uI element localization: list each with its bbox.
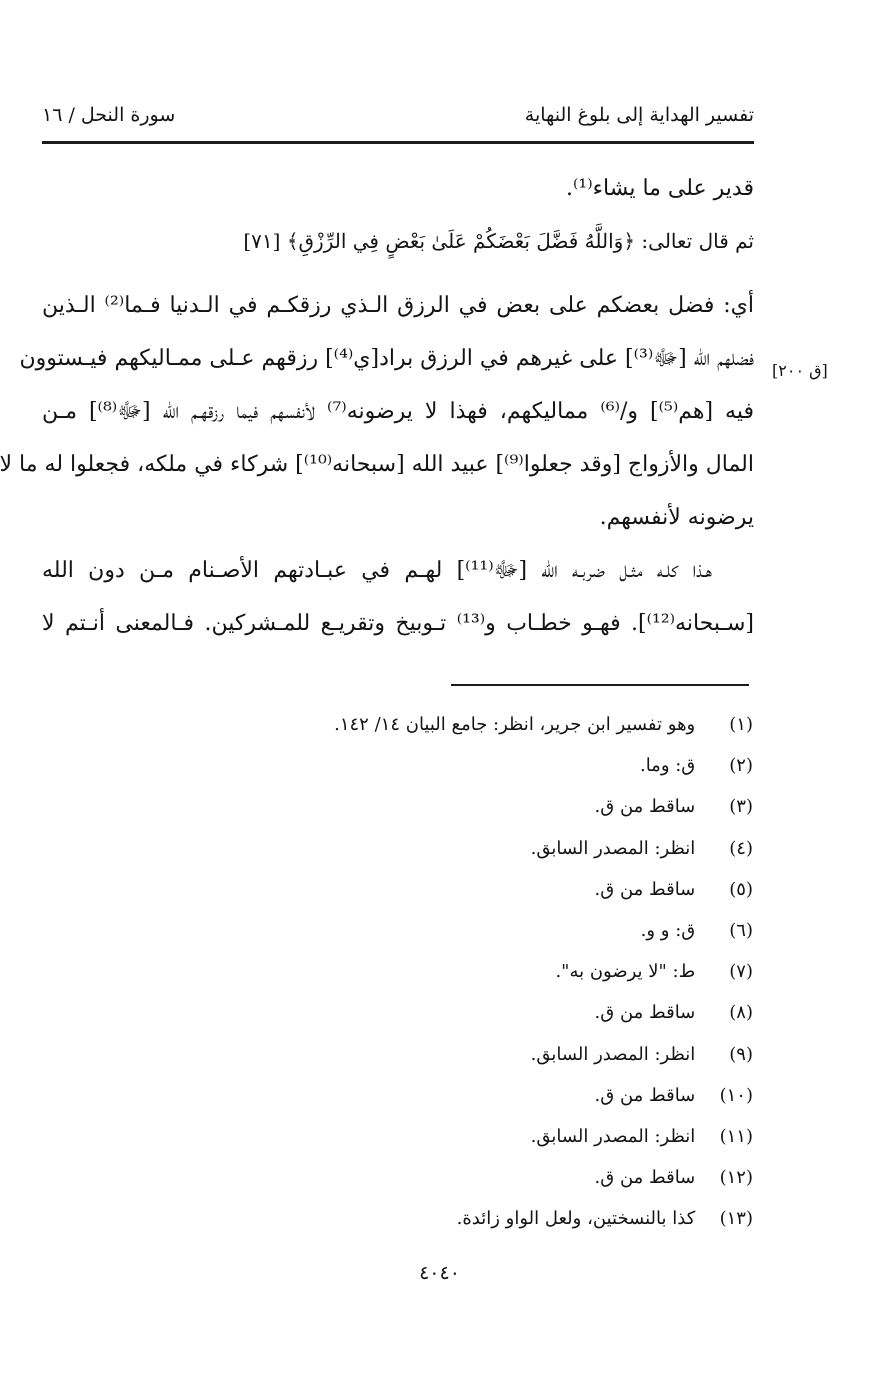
footnote [200,1034,753,1075]
footnote-text: انظر: المصدر السابق. [530,1043,696,1065]
ayah-line: ثم قال تعالى: ﴿وَاللَّهُ فَضَّلَ بَعْضَكُمْ عَلَىٰ بَعْضٍ فِي الرِّزْقِ﴾ [٧١] [243,229,754,253]
text-line: يرضونه لأنفسهم. [599,505,754,530]
footnote-text: ساقط من ق. [594,1084,696,1106]
footnote-number: (٨) [729,1002,753,1024]
text-line: المال والأزواج [وقد جعلوا⁽⁹⁾] عبيد الله [سبحانه⁽¹⁰⁾] شركاء في ملكه، فجعلوا له ما لا [0,452,754,477]
manuscript-folio-note: [ق ٢٠٠] [772,361,828,380]
text-line: أي: فضل بعضكم على بعض في الرزق الـذي رزقكـم في الـدنيا فـما⁽²⁾ الـذين [42,293,754,318]
footnote [200,910,753,951]
footnote-text: كذا بالنسختين، ولعل الواو زائدة. [456,1208,696,1230]
running-header [42,98,754,134]
footnote [200,869,753,910]
footnote [200,1157,753,1198]
footnote [200,704,753,745]
footnote-text: ق: و و. [640,919,696,941]
footnote [200,992,753,1033]
footnotes [200,704,753,1239]
footnote [200,951,753,992]
footnote-text: انظر: المصدر السابق. [530,837,696,859]
surah-label: سورة النحل / ١٦ [42,104,176,126]
footnote [200,786,753,827]
footnote [200,1075,753,1116]
footnote-number: (١٢) [719,1167,753,1189]
footnote-number: (١١) [719,1125,753,1147]
footnote [200,1198,753,1239]
text-line: فيه [هم⁽⁵⁾] و/⁽⁶⁾ مماليكهم، فهذا لا يرضونه⁽⁷⁾ لأنفسهم فيما رزقهـم الله [ﷻ⁽⁸⁾] مـن [42,399,754,424]
footnote-number: (٢) [729,755,753,777]
footnote-text: وهو تفسير ابن جرير، انظر: جامع البيان ١٤/ ١٤٢. [334,714,696,735]
footnote [200,828,753,869]
footnote-text: ساقط من ق. [594,878,696,900]
footnote-separator [451,684,749,686]
footnote-number: (٣) [729,796,753,818]
footnote-text: ساقط من ق. [594,1167,696,1189]
footnote-number: (٥) [729,878,753,900]
text-line: فضلهم الله [ﷻ⁽³⁾] على غيرهم في الرزق براد[ي⁽⁴⁾] رزقهم عـلى ممـاليكهم فيـستوون [19,346,754,371]
footnote-number: (١) [729,714,753,735]
page-number: ٤٠٤٠ [419,1262,460,1284]
footnote [200,1116,753,1157]
text-line: قدير على ما يشاء⁽¹⁾. [566,176,754,201]
text-line: هـذا كلـه مثـل ضربـه الله [ﷻ⁽¹¹⁾] لهـم في عبـادتهم الأصـنام مـن دون الله [42,558,712,583]
footnote-text: ساقط من ق. [594,1002,696,1024]
book-title: تفسير الهداية إلى بلوغ النهاية [524,104,754,126]
footnote-number: (٧) [729,961,753,983]
footnote-number: (٩) [729,1043,753,1065]
header-rule [42,141,754,144]
main-text [0,162,754,650]
footnote [200,745,753,786]
footnote-number: (٦) [729,919,753,941]
footnote-text: ط: "لا يرضون به". [555,961,696,983]
text-line: [سـبحانه⁽¹²⁾]. فهـو خطـاب و⁽¹³⁾ تـوبيخ وتقريـع للمـشركين. فـالمعنى أنـتم لا [42,611,754,636]
footnote-number: (٤) [729,837,753,859]
footnote-text: انظر: المصدر السابق. [530,1125,696,1147]
footnote-number: (١٣) [719,1208,753,1230]
footnote-text: ساقط من ق. [594,796,696,818]
footnote-text: ق: وما. [639,755,696,777]
footnote-number: (١٠) [719,1084,753,1106]
